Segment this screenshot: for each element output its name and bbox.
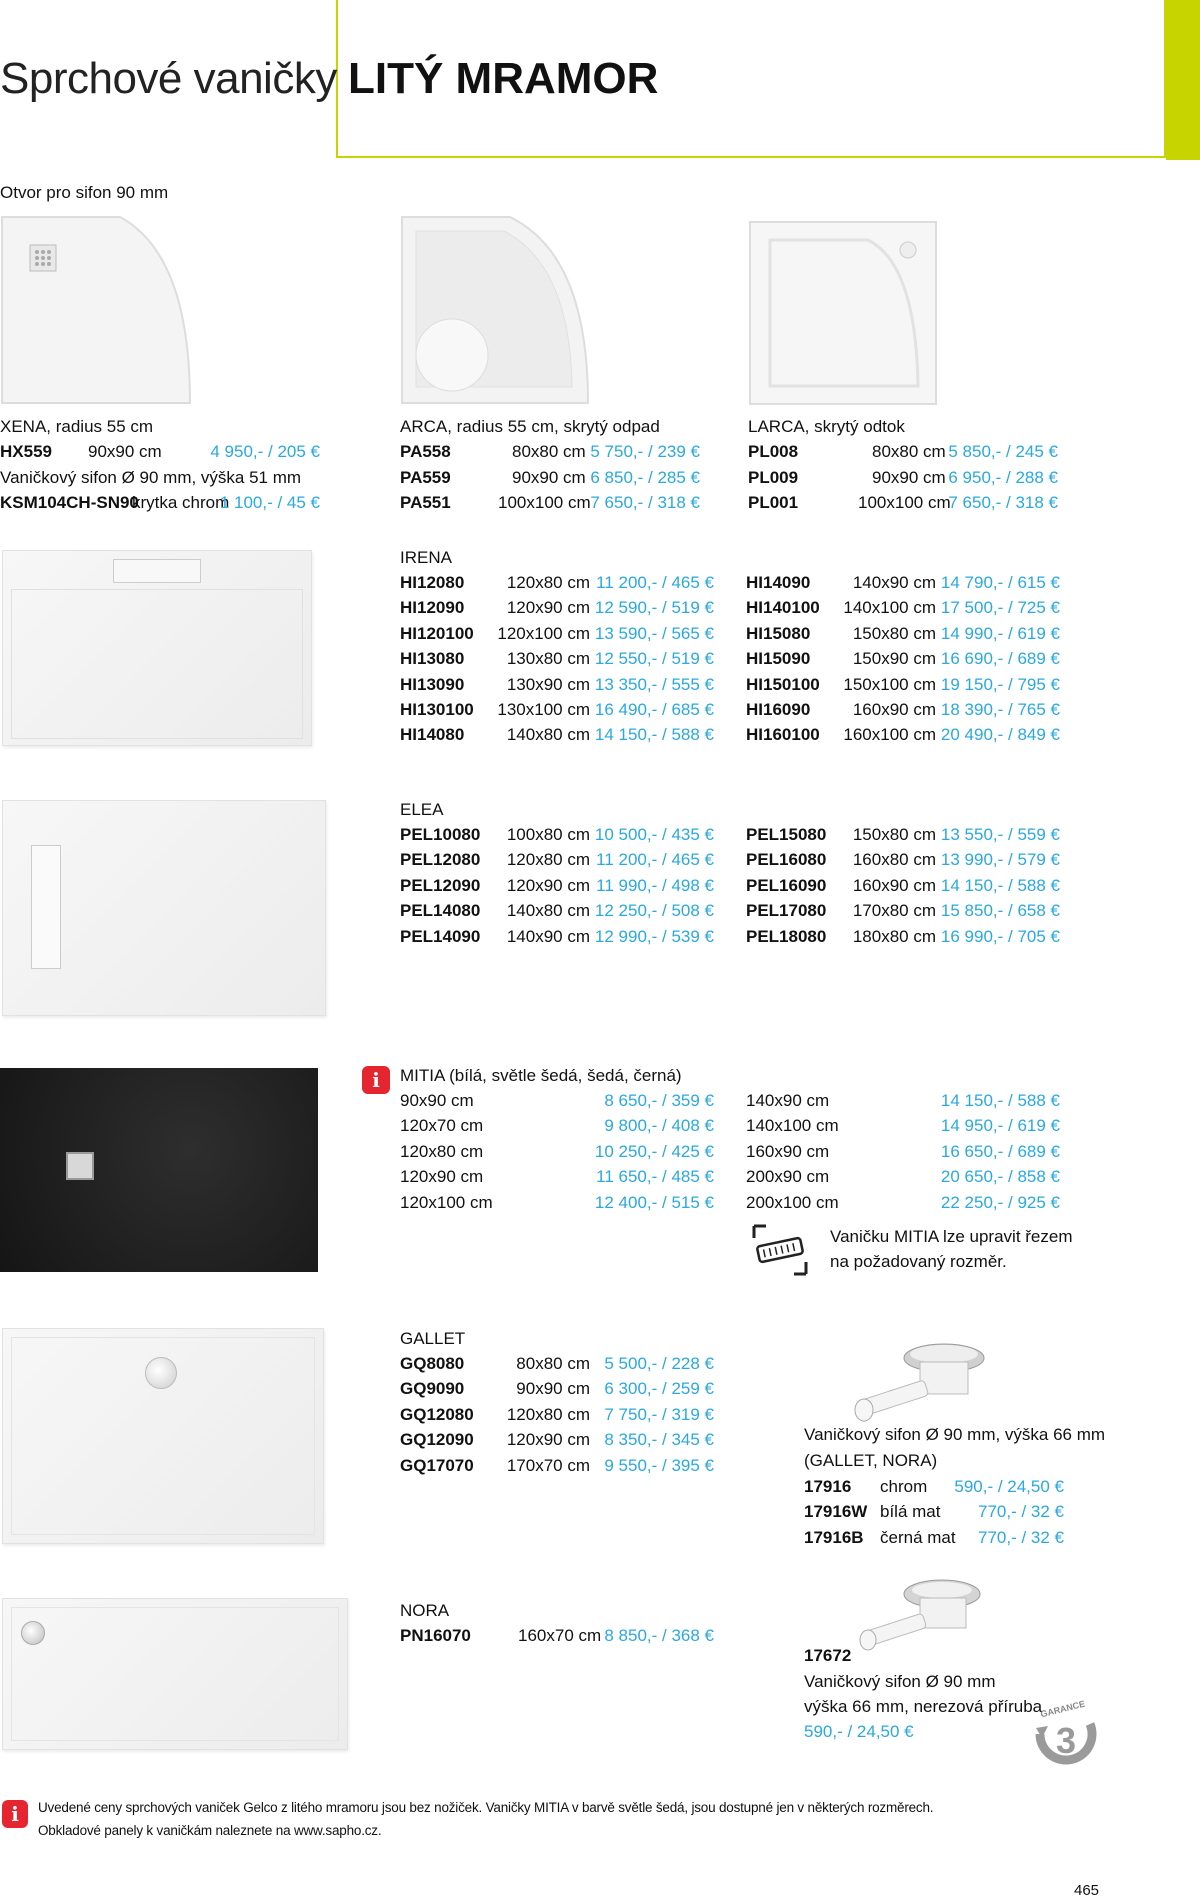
page-title-light: Sprchové vaničky [0,54,337,103]
price-row [400,1088,714,1113]
product-price: 13 350,- / 555 € [594,674,714,694]
siphon-code: 17916 [804,1477,852,1496]
product-code: PEL12090 [400,875,481,895]
product-price: 14 150,- / 588 € [940,1091,1060,1110]
price-row [400,646,714,671]
price-row [746,1139,1060,1164]
siphon-17672-image [856,1576,986,1656]
price-row [400,1113,714,1138]
product-price: 11 200,- / 465 € [596,573,714,592]
product-code: HI13080 [400,649,465,669]
gallet-heading: GALLET [400,1329,466,1348]
product-code: GQ12080 [400,1404,474,1424]
product-size: 120x80 cm [506,573,590,592]
product-price: 16 690,- / 689 € [940,649,1060,669]
larca-row: PL009 90x90 cm 6 950,- / 288 € [748,468,1058,487]
product-size: 100x80 cm [506,825,590,844]
product-code: PEL10080 [400,825,481,844]
arca-row: PA551 100x100 cm 7 650,- / 318 € [400,493,700,512]
product-code: PEL14090 [400,926,481,946]
page-title-bold: LITÝ MRAMOR [348,54,659,103]
larca-tray-image [748,220,938,406]
siphon-row [804,1499,1064,1524]
elea-drain-channel [31,845,61,969]
siphon-code: 17916B [804,1527,864,1547]
product-price: 19 150,- / 795 € [940,674,1060,694]
product-code: HI140100 [746,598,820,618]
price-row [746,697,1060,722]
product-price: 17 500,- / 725 € [940,598,1060,618]
product-price: 14 950,- / 619 € [940,1116,1060,1136]
siphon-code: 17916W [804,1502,868,1522]
product-price: 11 200,- / 465 € [596,850,714,870]
arca-row: PA559 90x90 cm 6 850,- / 285 € [400,468,700,487]
siphon-17672-price: 590,- / 24,50 € [804,1722,914,1741]
product-price: 11 650,- / 485 € [596,1167,714,1187]
product-price: 13 990,- / 579 € [940,850,1060,870]
product-code: HI160100 [746,725,820,745]
product-size: 130x100 cm [497,700,590,719]
product-code: GQ12090 [400,1430,474,1450]
footer-note-2: Obkladové panely k vaničkám naleznete na www.sapho.cz. [38,1823,382,1838]
product-code: HI12080 [400,573,465,592]
price-row [400,1453,714,1478]
product-size: 140x100 cm [746,1116,839,1136]
irena-drain-cover [113,559,201,583]
product-size: 160x90 cm [852,700,936,719]
price-row [746,898,1060,923]
price-row [400,570,714,595]
xena-tray-image [0,215,192,405]
product-size: 140x80 cm [506,901,590,921]
product-size: 120x80 cm [506,850,590,870]
arca-heading: ARCA, radius 55 cm, skrytý odpad [400,417,660,436]
product-code: HI13090 [400,674,465,694]
price-row [400,1402,714,1427]
guarantee-badge-icon [1032,1698,1100,1770]
product-code: HI15090 [746,649,811,669]
product-code: PEL16090 [746,875,827,895]
product-price: 9 800,- / 408 € [604,1116,714,1136]
page-subtitle: Otvor pro sifon 90 mm [0,183,169,202]
product-price: 14 990,- / 619 € [940,623,1060,643]
product-price: 10 500,- / 435 € [594,825,714,844]
product-code: PEL15080 [746,825,827,844]
product-price: 16 650,- / 689 € [940,1141,1060,1161]
product-price: 8 350,- / 345 € [604,1430,714,1450]
arca-tray-image [400,215,590,405]
product-code: PEL17080 [746,901,827,921]
siphon-17672-line2: výška 66 mm, nerezová příruba [804,1697,1043,1716]
elea-tray-image [2,800,326,1016]
product-code: HI14090 [746,573,811,592]
product-size: 150x80 cm [852,825,936,844]
price-row [400,1139,714,1164]
product-code: PEL14080 [400,901,481,921]
price-row [400,822,714,847]
product-size: 200x90 cm [746,1167,830,1187]
product-price: 7 750,- / 319 € [604,1404,714,1424]
product-size: 120x80 cm [400,1141,484,1161]
product-size: 170x70 cm [506,1455,590,1475]
product-code: PEL16080 [746,850,827,870]
price-row [746,722,1060,747]
product-size: 160x90 cm [852,875,936,895]
price-row [400,722,714,747]
product-size: 170x80 cm [852,901,936,921]
larca-row: PL001 100x100 cm 7 650,- / 318 € [748,493,1058,512]
footer-note-1: Uvedené ceny sprchových vaniček Gelco z litého mramoru jsou bez nožiček. Vaničky MITIA v barvě světle šedá, jsou dostupné jen v některých rozměrech. [38,1800,934,1815]
product-size: 160x100 cm [843,725,936,745]
product-size: 160x90 cm [746,1141,830,1161]
price-row [400,1164,714,1189]
irena-tray-image [2,550,312,746]
mitia-tray-image [0,1068,318,1272]
price-row [746,621,1060,646]
xena-heading: XENA, radius 55 cm [0,417,154,436]
product-size: 150x90 cm [852,649,936,669]
product-size: 180x80 cm [852,926,936,946]
mitia-info-icon: i [362,1066,390,1094]
product-code: HI15080 [746,623,811,643]
product-size: 80x80 cm [516,1354,590,1373]
siphon-17916-image [850,1340,990,1426]
product-size: 130x80 cm [506,649,590,669]
product-size: 120x80 cm [506,1404,590,1424]
product-size: 120x100 cm [497,623,590,643]
irena-inner-edge [11,589,303,739]
product-size: 120x70 cm [400,1116,484,1136]
price-row [746,1113,1060,1138]
product-code: HI12090 [400,598,465,618]
guarantee-years: 3 [1056,1720,1077,1761]
product-price: 22 250,- / 925 € [940,1192,1060,1212]
product-size: 150x80 cm [852,623,936,643]
product-code: PEL18080 [746,926,827,946]
xena-row: HX559 90x90 cm 4 950,- / 205 € [0,442,320,461]
price-row [400,697,714,722]
product-price: 18 390,- / 765 € [940,700,1060,719]
product-price: 16 490,- / 685 € [594,700,714,719]
price-row [746,822,1060,847]
product-price: 12 990,- / 539 € [594,926,714,946]
product-size: 140x80 cm [506,725,590,745]
product-size: 160x80 cm [852,850,936,870]
price-row [746,1164,1060,1189]
price-row [746,1190,1060,1215]
price-row [746,595,1060,620]
arca-row: PA558 80x80 cm 5 750,- / 239 € [400,442,700,461]
product-price: 13 590,- / 565 € [594,623,714,643]
price-row [400,1190,714,1215]
gallet-tray-image [2,1328,324,1544]
product-price: 10 250,- / 425 € [594,1141,714,1161]
header-accent-bar [1166,0,1200,160]
price-row [746,873,1060,898]
product-price: 8 650,- / 359 € [604,1091,714,1110]
page-number: 465 [1074,1882,1100,1899]
product-size: 120x100 cm [400,1192,493,1212]
siphon-price: 770,- / 32 € [977,1502,1064,1522]
price-row [746,570,1060,595]
price-row [400,873,714,898]
product-code: HI120100 [400,623,474,643]
product-size: 130x90 cm [506,674,590,694]
price-row [400,1351,714,1376]
product-price: 5 500,- / 228 € [604,1354,714,1373]
siphon-finish: chrom [880,1477,928,1496]
price-row [746,1088,1060,1113]
product-size: 200x100 cm [746,1192,839,1212]
nora-tray-image [2,1598,348,1750]
product-size: 90x90 cm [400,1091,474,1110]
product-size: 140x100 cm [843,598,936,618]
mitia-cut-note-1: Vaničku MITIA lze upravit řezem [830,1227,1073,1246]
product-price: 9 550,- / 395 € [604,1455,714,1475]
siphon-finish: černá mat [880,1527,956,1547]
nora-heading: NORA [400,1601,450,1620]
nora-inner-edge [11,1607,339,1741]
price-row [746,924,1060,949]
product-price: 14 150,- / 588 € [940,875,1060,895]
mitia-drain-grate [66,1152,94,1180]
product-price: 11 990,- / 498 € [596,875,714,895]
irena-heading: IRENA [400,548,452,567]
xena-siphon-note: Vaničkový sifon Ø 90 mm, výška 51 mm [0,468,302,487]
mitia-cut-note-2: na požadovaný rozměr. [830,1252,1007,1271]
product-size: 120x90 cm [506,875,590,895]
product-price: 16 990,- / 705 € [940,926,1060,946]
guarantee-label: GARANCE [1039,1698,1087,1720]
product-size: 90x90 cm [516,1379,590,1399]
price-row [400,898,714,923]
product-code: HI130100 [400,700,474,719]
nora-row: PN16070 160x70 cm 8 850,- / 368 € [400,1626,714,1645]
footer-info-icon: i [2,1800,28,1828]
product-size: 120x90 cm [506,1430,590,1450]
product-size: 120x90 cm [506,598,590,618]
product-code: HI16090 [746,700,811,719]
product-size: 120x90 cm [400,1167,484,1187]
siphon-17916-title-2: (GALLET, NORA) [804,1451,938,1470]
xena-siphon-row: KSM104CH-SN90 krytka chrom 1 100,- / 45 € [0,493,320,512]
price-row [400,1427,714,1452]
product-code: PEL12080 [400,850,481,870]
product-price: 12 250,- / 508 € [594,901,714,921]
product-price: 14 790,- / 615 € [940,573,1060,592]
elea-heading: ELEA [400,800,444,819]
larca-row: PL008 80x80 cm 5 850,- / 245 € [748,442,1058,461]
price-row [746,646,1060,671]
gallet-inner-edge [11,1337,315,1535]
product-price: 15 850,- / 658 € [940,901,1060,921]
larca-heading: LARCA, skrytý odtok [748,417,905,436]
product-price: 14 150,- / 588 € [594,725,714,745]
product-size: 140x90 cm [746,1091,830,1110]
product-price: 12 550,- / 519 € [594,649,714,669]
price-row [400,621,714,646]
siphon-price: 770,- / 32 € [977,1527,1064,1547]
product-price: 6 300,- / 259 € [604,1379,714,1399]
cut-saw-icon [750,1222,810,1278]
siphon-row [804,1525,1064,1550]
price-row [400,672,714,697]
price-row [400,1376,714,1401]
siphon-row [804,1474,1064,1499]
price-row [400,924,714,949]
siphon-price: 590,- / 24,50 € [954,1477,1064,1496]
price-row [400,847,714,872]
product-price: 12 590,- / 519 € [594,598,714,618]
siphon-17916-title-1: Vaničkový sifon Ø 90 mm, výška 66 mm [804,1425,1106,1444]
product-price: 12 400,- / 515 € [594,1192,714,1212]
siphon-17672-code: 17672 [804,1646,852,1665]
siphon-finish: bílá mat [880,1502,941,1522]
mitia-heading: MITIA (bílá, světle šedá, šedá, černá) [400,1066,682,1085]
product-size: 140x90 cm [506,926,590,946]
price-row [746,672,1060,697]
siphon-17672-line1: Vaničkový sifon Ø 90 mm [804,1672,996,1691]
product-code: HI150100 [746,674,820,694]
product-code: GQ9090 [400,1379,465,1399]
product-price: 13 550,- / 559 € [940,825,1060,844]
price-row [746,847,1060,872]
product-code: GQ8080 [400,1354,465,1373]
product-size: 140x90 cm [852,573,936,592]
product-size: 150x100 cm [843,674,936,694]
product-price: 20 490,- / 849 € [940,725,1060,745]
product-code: GQ17070 [400,1455,474,1475]
product-price: 20 650,- / 858 € [940,1167,1060,1187]
price-row [400,595,714,620]
product-code: HI14080 [400,725,465,745]
